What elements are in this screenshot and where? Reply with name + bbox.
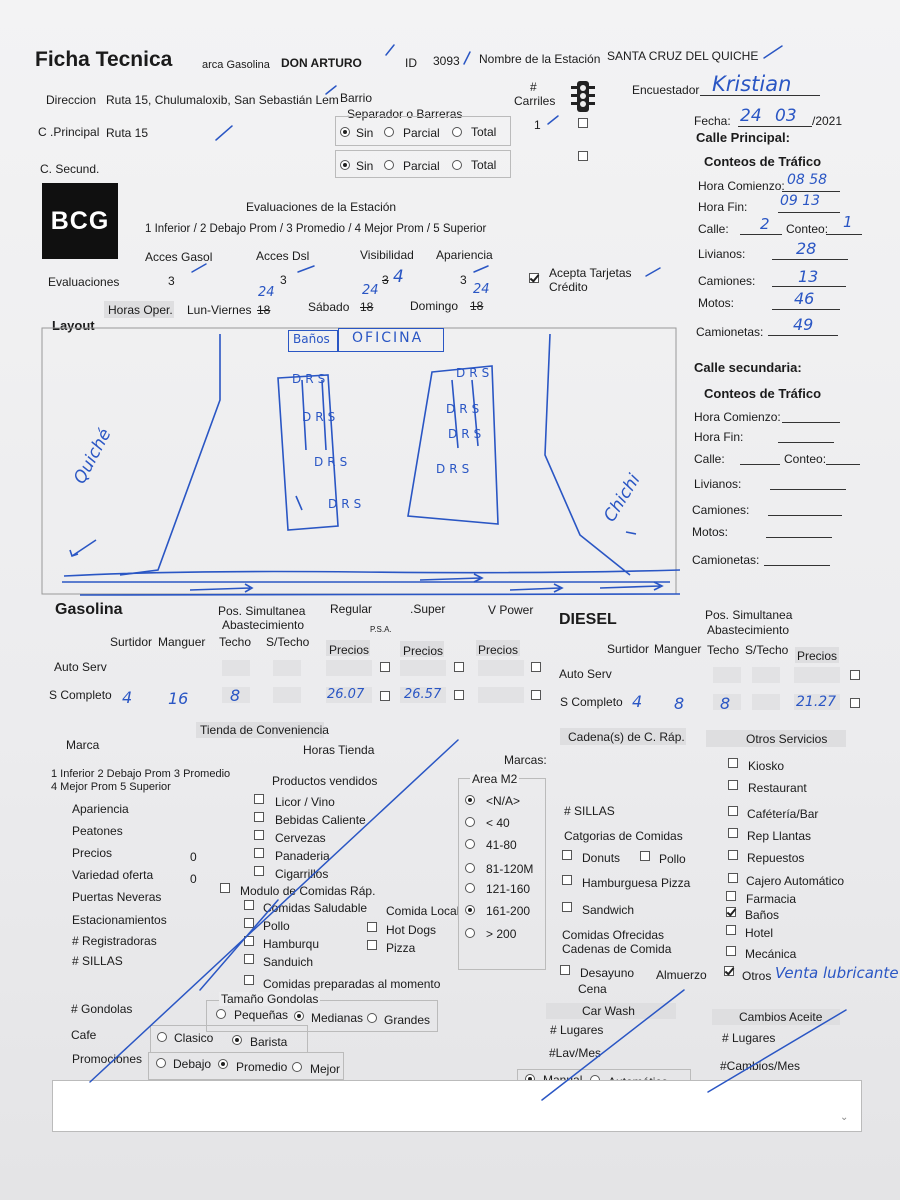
tienda-variedad-value: 0 — [190, 872, 197, 886]
eval-value-apariencia: 3 — [460, 273, 467, 287]
pump-label-5: DRS — [456, 366, 494, 380]
gas-col-techo: Techo — [219, 635, 252, 649]
gas-col-manguer: Manguer — [158, 635, 206, 649]
pump-label-3: DRS — [314, 455, 352, 469]
horas-dom-new: 24 — [473, 282, 490, 297]
gas-techo-value: 8 — [230, 686, 241, 705]
form-title: Ficha Tecnica — [35, 48, 173, 71]
gas-precios-super: Precios — [403, 644, 444, 658]
carriles-value: 1 — [534, 118, 541, 132]
cprincipal-value: Ruta 15 — [106, 126, 149, 140]
gas-psa-label: P.S.A. — [370, 625, 392, 634]
cafe-label: Cafe — [71, 1028, 97, 1042]
otros-banos-label: Baños — [745, 908, 780, 922]
tienda-rating-estacionamientos: Estacionamientos — [72, 913, 167, 927]
conteo-label: Conteo: — [786, 222, 829, 236]
evaluaciones-row-label: Evaluaciones — [48, 275, 120, 289]
direccion-value: Ruta 15, Chulumaloxib, San Sebastián Lem — [106, 93, 339, 107]
horas-lv-old: 18 — [257, 303, 271, 317]
area-121-160-label: 121-160 — [486, 882, 531, 896]
separador-label: Separador o Barreras — [347, 107, 463, 121]
gasolina-title: Gasolina — [55, 601, 123, 618]
gas-precio-super-value: 26.57 — [404, 687, 442, 702]
cena-label: Cena — [578, 982, 607, 996]
promo-promedio-label: Promedio — [236, 1060, 288, 1074]
opt-parcial-label: Parcial — [403, 126, 440, 140]
otros-mecanica-label: Mecánica — [745, 947, 797, 961]
pizza-tienda-label: Pizza — [386, 941, 416, 955]
tienda-horas-label: Horas Tienda — [303, 743, 375, 757]
cadenas-comida-label: Cadenas de Comida — [562, 942, 672, 956]
categorias-label: Catgorias de Comidas — [564, 829, 683, 843]
sec-motos-label: Motos: — [692, 525, 729, 539]
calle-label: Calle: — [698, 222, 729, 236]
gas-precios-regular: Precios — [329, 643, 370, 657]
carwash-title: Car Wash — [582, 1004, 635, 1018]
opt-sin-label-2: Sin — [356, 159, 374, 173]
sec-conteo-label: Conteo: — [784, 452, 827, 466]
diesel-manguer-value: 8 — [674, 694, 685, 713]
diesel-col-techo: Techo — [707, 643, 740, 657]
hamburguesa-label: Hamburguesa — [582, 876, 658, 890]
id-label: ID — [405, 56, 417, 70]
gas-abastecimiento-label: Abastecimiento — [222, 618, 305, 632]
eval-visibilidad-handwritten: 4 — [393, 267, 404, 287]
comidas-ofrecidas-label: Comidas Ofrecidas — [562, 928, 665, 942]
otros-llantas-label: Rep Llantas — [747, 829, 812, 843]
gas-regular-label: Regular — [330, 602, 373, 616]
scroll-down-icon[interactable]: ⌄ — [840, 1112, 849, 1123]
donuts-label: Donuts — [582, 851, 621, 865]
otros-cafeteria-label: Cafétería/Bar — [747, 807, 819, 821]
eval-value-visibilidad: 3 — [382, 273, 389, 287]
calle-principal-title: Calle Principal: — [696, 130, 790, 145]
aceite-title: Cambios Aceite — [739, 1010, 823, 1024]
tienda-rating-sillas: # SILLAS — [72, 954, 123, 968]
csecund-label: C. Secund. — [40, 162, 100, 176]
encuestador-value: Kristian — [712, 72, 792, 96]
tienda-title: Tienda de Conveniencia — [200, 723, 329, 737]
fecha-year: /2021 — [812, 114, 843, 128]
modulo-comidas-label: Modulo de Comidas Ráp. — [240, 884, 376, 898]
tamano-gondolas-title: Tamaño Gondolas — [221, 992, 319, 1006]
tienda-rating-apariencia: Apariencia — [72, 802, 129, 816]
sec-calle-label: Calle: — [694, 452, 725, 466]
gas-surtidor-value: 4 — [122, 688, 133, 707]
area-41-80-label: 41-80 — [486, 838, 517, 852]
horas-sab-new: 24 — [362, 283, 379, 298]
otros-otros-value: Venta lubricante — [775, 964, 899, 982]
horas-oper-label: Horas Oper. — [108, 303, 173, 317]
diesel-precio-value: 21.27 — [796, 694, 837, 710]
almuerzo-label: Almuerzo — [656, 968, 707, 982]
fecha-month: 03 — [775, 106, 797, 126]
gas-super-label: .Super — [410, 602, 446, 616]
gas-pos-label: Pos. Simultanea — [218, 604, 306, 618]
hora-fin-label: Hora Fin: — [698, 200, 748, 214]
otros-farmacia-label: Farmacia — [746, 892, 797, 906]
area-na-label: <N/A> — [486, 794, 521, 808]
conteos-title-secundaria: Conteos de Tráfico — [704, 386, 822, 401]
tienda-precios-value: 0 — [190, 850, 197, 864]
marca-label: arca Gasolina — [202, 59, 270, 71]
comida-hamburguesa-label: Hamburqu — [263, 937, 320, 951]
horas-lv-new: 24 — [258, 285, 275, 300]
cadena-title: Cadena(s) de C. Ráp. — [568, 730, 685, 744]
camiones-label: Camiones: — [698, 274, 756, 288]
gas-precios-vpower: Precios — [478, 643, 519, 657]
cprincipal-label: C .Principal — [38, 125, 100, 139]
calle-value: 2 — [760, 215, 770, 233]
gas-col-stecho: S/Techo — [266, 635, 310, 649]
gas-precio-regular-value: 26.07 — [327, 687, 365, 702]
gas-vpower-label: V Power — [488, 603, 534, 617]
evaluaciones-scale: 1 Inferior / 2 Debajo Prom / 3 Promedio / 4 Mejor Prom / 5 Superior — [145, 223, 487, 235]
camiones-value: 13 — [798, 267, 819, 286]
gas-scompleto-label: S Completo — [49, 688, 112, 702]
gondola-medianas-label: Medianas — [311, 1011, 364, 1025]
fecha-label: Fecha: — [694, 114, 731, 128]
producto-panaderia-label: Panaderia — [275, 849, 330, 863]
cafe-clasico-label: Clasico — [174, 1031, 214, 1045]
fecha-day: 24 — [740, 106, 762, 126]
diesel-col-surtidor: Surtidor — [607, 642, 650, 656]
promo-mejor-label: Mejor — [310, 1062, 341, 1076]
area-161-200-label: 161-200 — [486, 904, 531, 918]
horas-dom-old: 18 — [470, 299, 484, 313]
area-40-label: < 40 — [486, 816, 510, 830]
pump-label-2: DRS — [302, 410, 340, 424]
horas-dom-label: Domingo — [410, 299, 459, 313]
pizza-cadena-label: Pizza — [661, 876, 691, 890]
producto-cigarrillos-label: Cigarrillos — [275, 867, 329, 881]
productos-title: Productos vendidos — [272, 774, 378, 788]
calle-secundaria-title: Calle secundaria: — [694, 360, 802, 375]
sec-camionetas-label: Camionetas: — [692, 553, 760, 567]
otros-otros-label: Otros — [742, 969, 772, 983]
diesel-techo-value: 8 — [720, 694, 731, 713]
sec-hora-comienzo-label: Hora Comienzo: — [694, 410, 781, 424]
conteos-title-principal: Conteos de Tráfico — [704, 154, 822, 169]
layout-right-city: Chichi — [600, 470, 645, 526]
layout-left-city: Quiché — [70, 425, 116, 488]
hotdogs-label: Hot Dogs — [386, 923, 437, 937]
opt-total-label-2: Total — [471, 158, 497, 172]
tienda-rating-puertas: Puertas Neveras — [72, 890, 162, 904]
comida-pollo-label: Pollo — [263, 919, 290, 933]
camionetas-value: 49 — [793, 315, 814, 334]
acepta-tarjetas-label: Acepta Tarjetas — [549, 266, 632, 280]
pump-label-6: DRS — [446, 402, 484, 416]
livianos-label: Livianos: — [698, 247, 746, 261]
tienda-scale-2: 4 Mejor Prom 5 Superior — [51, 781, 171, 793]
pump-label-7: DRS — [448, 427, 486, 441]
area-81-120-label: 81-120M — [486, 862, 534, 876]
tienda-scale-1: 1 Inferior 2 Debajo Prom 3 Promedio — [51, 768, 231, 780]
pollo-cadena-label: Pollo — [659, 852, 686, 866]
horas-sab-old: 18 — [360, 300, 374, 314]
diesel-col-stecho: S/Techo — [745, 643, 789, 657]
hora-comienzo-label: Hora Comienzo: — [698, 179, 785, 193]
comida-saludable-label: Comidas Saludable — [263, 901, 368, 915]
pump-label-4: DRS — [328, 497, 366, 511]
bcg-logo: BCG — [42, 183, 118, 259]
sec-camiones-label: Camiones: — [692, 503, 750, 517]
station-label: Nombre de la Estación — [479, 52, 601, 66]
aceite-lugares-label: # Lugares — [722, 1031, 776, 1045]
id-value: 3093 — [433, 54, 460, 68]
eval-value-acces-gasol: 3 — [168, 274, 175, 288]
tienda-marca-label: Marca — [66, 738, 100, 752]
horas-lv-label: Lun-Viernes — [187, 303, 252, 317]
diesel-auto-serv-label: Auto Serv — [559, 667, 612, 681]
producto-licor-label: Licor / Vino — [275, 795, 335, 809]
diesel-title: DIESEL — [559, 611, 617, 628]
tienda-rating-peatones: Peatones — [72, 824, 123, 838]
gas-col-surtidor: Surtidor — [110, 635, 153, 649]
sandwich-label: Sandwich — [582, 903, 635, 917]
hora-comienzo-value: 08 58 — [787, 172, 828, 188]
diesel-precios-label: Precios — [797, 649, 838, 663]
marca-value: DON ARTURO — [281, 56, 362, 70]
carwash-lugares-label: # Lugares — [550, 1023, 604, 1037]
promo-debajo-label: Debajo — [173, 1057, 212, 1071]
eval-col-visibilidad: Visibilidad — [360, 248, 414, 262]
livianos-value: 28 — [796, 239, 817, 258]
producto-cervezas-label: Cervezas — [275, 831, 326, 845]
motos-value: 46 — [794, 289, 815, 308]
otros-title: Otros Servicios — [746, 732, 828, 746]
otros-cajero-label: Cajero Automático — [746, 874, 845, 888]
otros-hotel-label: Hotel — [745, 926, 774, 940]
opt-parcial-label-2: Parcial — [403, 159, 440, 173]
credito-label: Crédito — [549, 280, 588, 294]
hora-fin-value: 09 13 — [780, 193, 821, 209]
area-m2-title: Area M2 — [472, 772, 518, 786]
camionetas-label: Camionetas: — [696, 325, 764, 339]
tienda-rating-variedad: Variedad oferta — [72, 868, 154, 882]
desayuno-label: Desayuno — [580, 966, 635, 980]
carriles-hash: # — [530, 80, 537, 94]
gondola-pequenas-label: Pequeñas — [234, 1008, 289, 1022]
diesel-pos-label: Pos. Simultanea — [705, 608, 793, 622]
eval-col-acces-dsl: Acces Dsl — [256, 249, 310, 263]
producto-bebidas-label: Bebidas Caliente — [275, 813, 366, 827]
cadena-sillas-label: # SILLAS — [564, 804, 615, 818]
comida-preparada-label: Comidas preparadas al momento — [263, 977, 441, 991]
opt-sin-label: Sin — [356, 126, 374, 140]
motos-label: Motos: — [698, 296, 735, 310]
otros-kiosko-label: Kiosko — [748, 759, 785, 773]
otros-repuestos-label: Repuestos — [747, 851, 805, 865]
tienda-rating-registradoras: # Registradoras — [72, 934, 157, 948]
opt-total-label: Total — [471, 125, 497, 139]
evaluaciones-title: Evaluaciones de la Estación — [246, 200, 397, 214]
cafe-barista-label: Barista — [250, 1035, 288, 1049]
sec-hora-fin-label: Hora Fin: — [694, 430, 744, 444]
direccion-label: Direccion — [46, 93, 97, 107]
oficina-label: OFICINA — [352, 330, 424, 346]
encuestador-label: Encuestador — [632, 83, 700, 97]
carwash-lav-label: #Lav/Mes — [549, 1046, 602, 1060]
promociones-label: Promociones — [72, 1052, 143, 1066]
barrio-label: Barrio — [340, 91, 373, 105]
eval-col-acces-gasol: Acces Gasol — [145, 250, 213, 264]
comida-local-label: Comida Local — [386, 904, 460, 918]
marcas-label: Marcas: — [504, 753, 547, 767]
gondola-grandes-label: Grandes — [384, 1013, 431, 1027]
otros-restaurant-label: Restaurant — [748, 781, 807, 795]
gondolas-label: # Gondolas — [71, 1002, 133, 1016]
diesel-scompleto-label: S Completo — [560, 695, 623, 709]
diesel-surtidor-value: 4 — [632, 692, 643, 711]
tienda-rating-precios: Precios — [72, 846, 113, 860]
horas-sab-label: Sábado — [308, 300, 350, 314]
area-200-label: > 200 — [486, 927, 517, 941]
layout-label: Layout — [52, 318, 95, 333]
eval-value-acces-dsl: 3 — [280, 273, 287, 287]
station-value: SANTA CRUZ DEL QUICHE — [607, 49, 759, 63]
diesel-col-manguer: Manguer — [654, 642, 702, 656]
conteo-value: 1 — [843, 213, 853, 231]
gas-auto-serv-label: Auto Serv — [54, 660, 107, 674]
carriles-label: Carriles — [514, 94, 556, 108]
diesel-abastecimiento-label: Abastecimiento — [707, 623, 790, 637]
gas-manguer-value: 16 — [168, 689, 189, 708]
eval-col-apariencia: Apariencia — [436, 248, 493, 262]
pump-label-8: DRS — [436, 462, 474, 476]
aceite-cambios-label: #Cambios/Mes — [720, 1059, 801, 1073]
comida-sanduich-label: Sanduich — [263, 955, 314, 969]
sec-livianos-label: Livianos: — [694, 477, 742, 491]
banos-label: Baños — [293, 332, 330, 346]
pump-label-1: DRS — [292, 372, 330, 386]
